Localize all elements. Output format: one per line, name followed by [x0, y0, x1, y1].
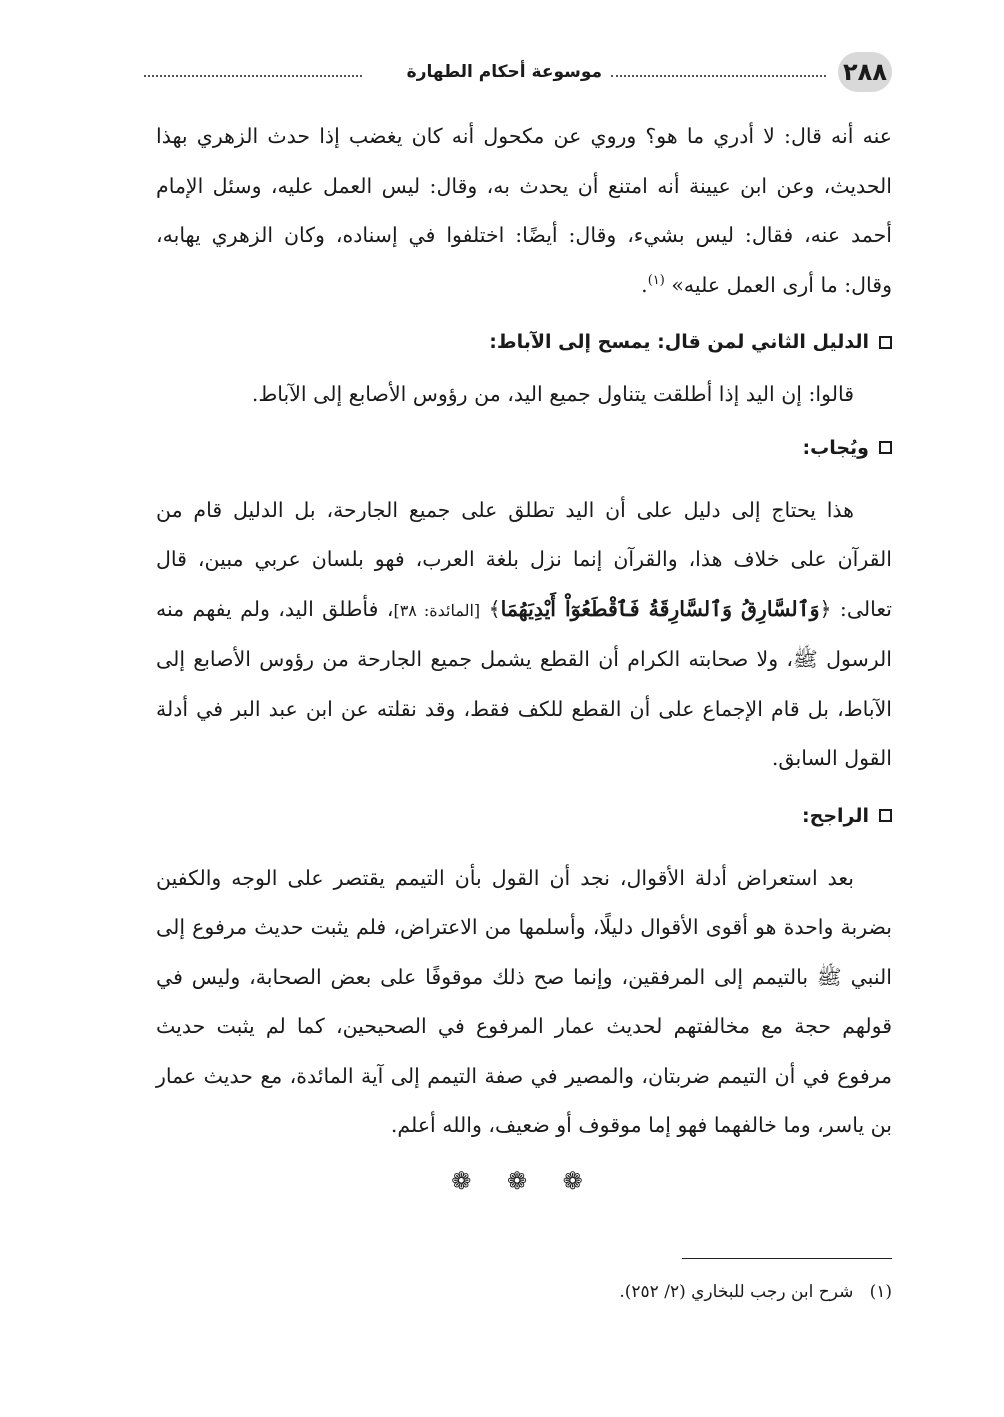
checkbox-square-icon	[879, 336, 892, 349]
section-heading-text: ويُجاب:	[802, 436, 869, 459]
paragraph-3-text-c: ، فأطلق اليد، ولم يفهم منه الرسول ﷺ، ولا صحابته الكرام أن القطع يشمل جميع الجارحة من رؤوس الأصابع إلى الآباط، بل قام الإجماع على أن القطع للكف فقط، وقد نقلته عن ابن عبد البر في أدلة القول السابق.	[156, 596, 892, 770]
section-heading-preferred	[156, 788, 892, 844]
main-text	[156, 112, 892, 1205]
footnote-number: (١)	[869, 1282, 892, 1302]
paragraph-1-end: .	[641, 272, 648, 297]
quran-verse: وَٱلسَّارِقُ وَٱلسَّارِقَةُ فَٱقْطَعُوٓاْ أَيْدِيَهُمَا	[500, 596, 820, 621]
paragraph-3-text-b: ﴾	[488, 596, 501, 621]
section-heading-response	[156, 420, 892, 476]
page-number: ٢٨٨	[838, 52, 892, 92]
footnote	[156, 1276, 892, 1308]
running-title: موسوعة أحكام الطهارة	[406, 62, 602, 82]
checkbox-square-icon	[879, 441, 892, 454]
page-header	[140, 48, 892, 104]
paragraph-4: بعد استعراض أدلة الأقوال، نجد أن القول بأن التيمم يقتصر على الوجه والكفين بضربة واحدة هو أقوى الأقوال دليلًا، وأسلمها من الاعتراض، فلم يثبت حديث مرفوع إلى النبي ﷺ بالتيمم إلى المرفقين، وإنما صح ذلك موقوفًا على بعض الصحابة، وليس في قولهم حجة مع مخالفتهم لحديث عمار المرفوع في الصحيحين، كما لم يثبت حديث مرفوع في أن التيمم ضربتان، والمصير في صفة التيمم إلى آية المائدة، مع حديث عمار بن ياسر، وما خالفهما فهو إما موقوف أو ضعيف، والله أعلم.	[156, 865, 892, 1137]
checkbox-square-icon	[879, 809, 892, 822]
paragraph-1	[156, 112, 892, 310]
paragraph-1-text: عنه أنه قال: لا أدري ما هو؟ وروي عن مكحول أنه كان يغضب إذا حدث الزهري بهذا الحديث، وعن ابن عيينة أنه امتنع أن يحدث به، وقال: ليس العمل عليه، وسئل الإمام أحمد عنه، فقال: ليس بشيء، وقال: أيضًا: اختلفوا في إسناده، وكان الزهري يهابه، وقال: ما أرى العمل عليه»	[156, 124, 892, 297]
verse-reference: [المائدة: ٣٨]	[393, 600, 481, 620]
footnote-separator	[682, 1258, 892, 1259]
header-divider-left	[144, 75, 362, 77]
header-divider-right	[611, 75, 826, 77]
paragraph-3-text-a: هذا يحتاج إلى دليل على أن اليد تطلق على جميع الجارحة، بل الدليل قام من القرآن على خلاف هذا، والقرآن إنما نزل بلغة العرب، فهو بلسان عربي مبين، قال تعالى: ﴿	[156, 497, 892, 621]
ornament-divider: ❁ ❁ ❁	[451, 1166, 597, 1195]
section-heading-text: الراجح:	[802, 804, 869, 827]
section-heading-text: الدليل الثاني لمن قال: يمسح إلى الآباط:	[489, 331, 869, 353]
section-heading-second-evidence	[156, 314, 892, 370]
footnote-reference[interactable]: (١)	[647, 272, 665, 288]
paragraph-3	[156, 486, 892, 784]
footnote-text: شرح ابن رجب للبخاري (٢/ ٢٥٢).	[619, 1282, 854, 1302]
paragraph-2: قالوا: إن اليد إذا أطلقت يتناول جميع اليد، من رؤوس الأصابع إلى الآباط.	[251, 382, 854, 406]
